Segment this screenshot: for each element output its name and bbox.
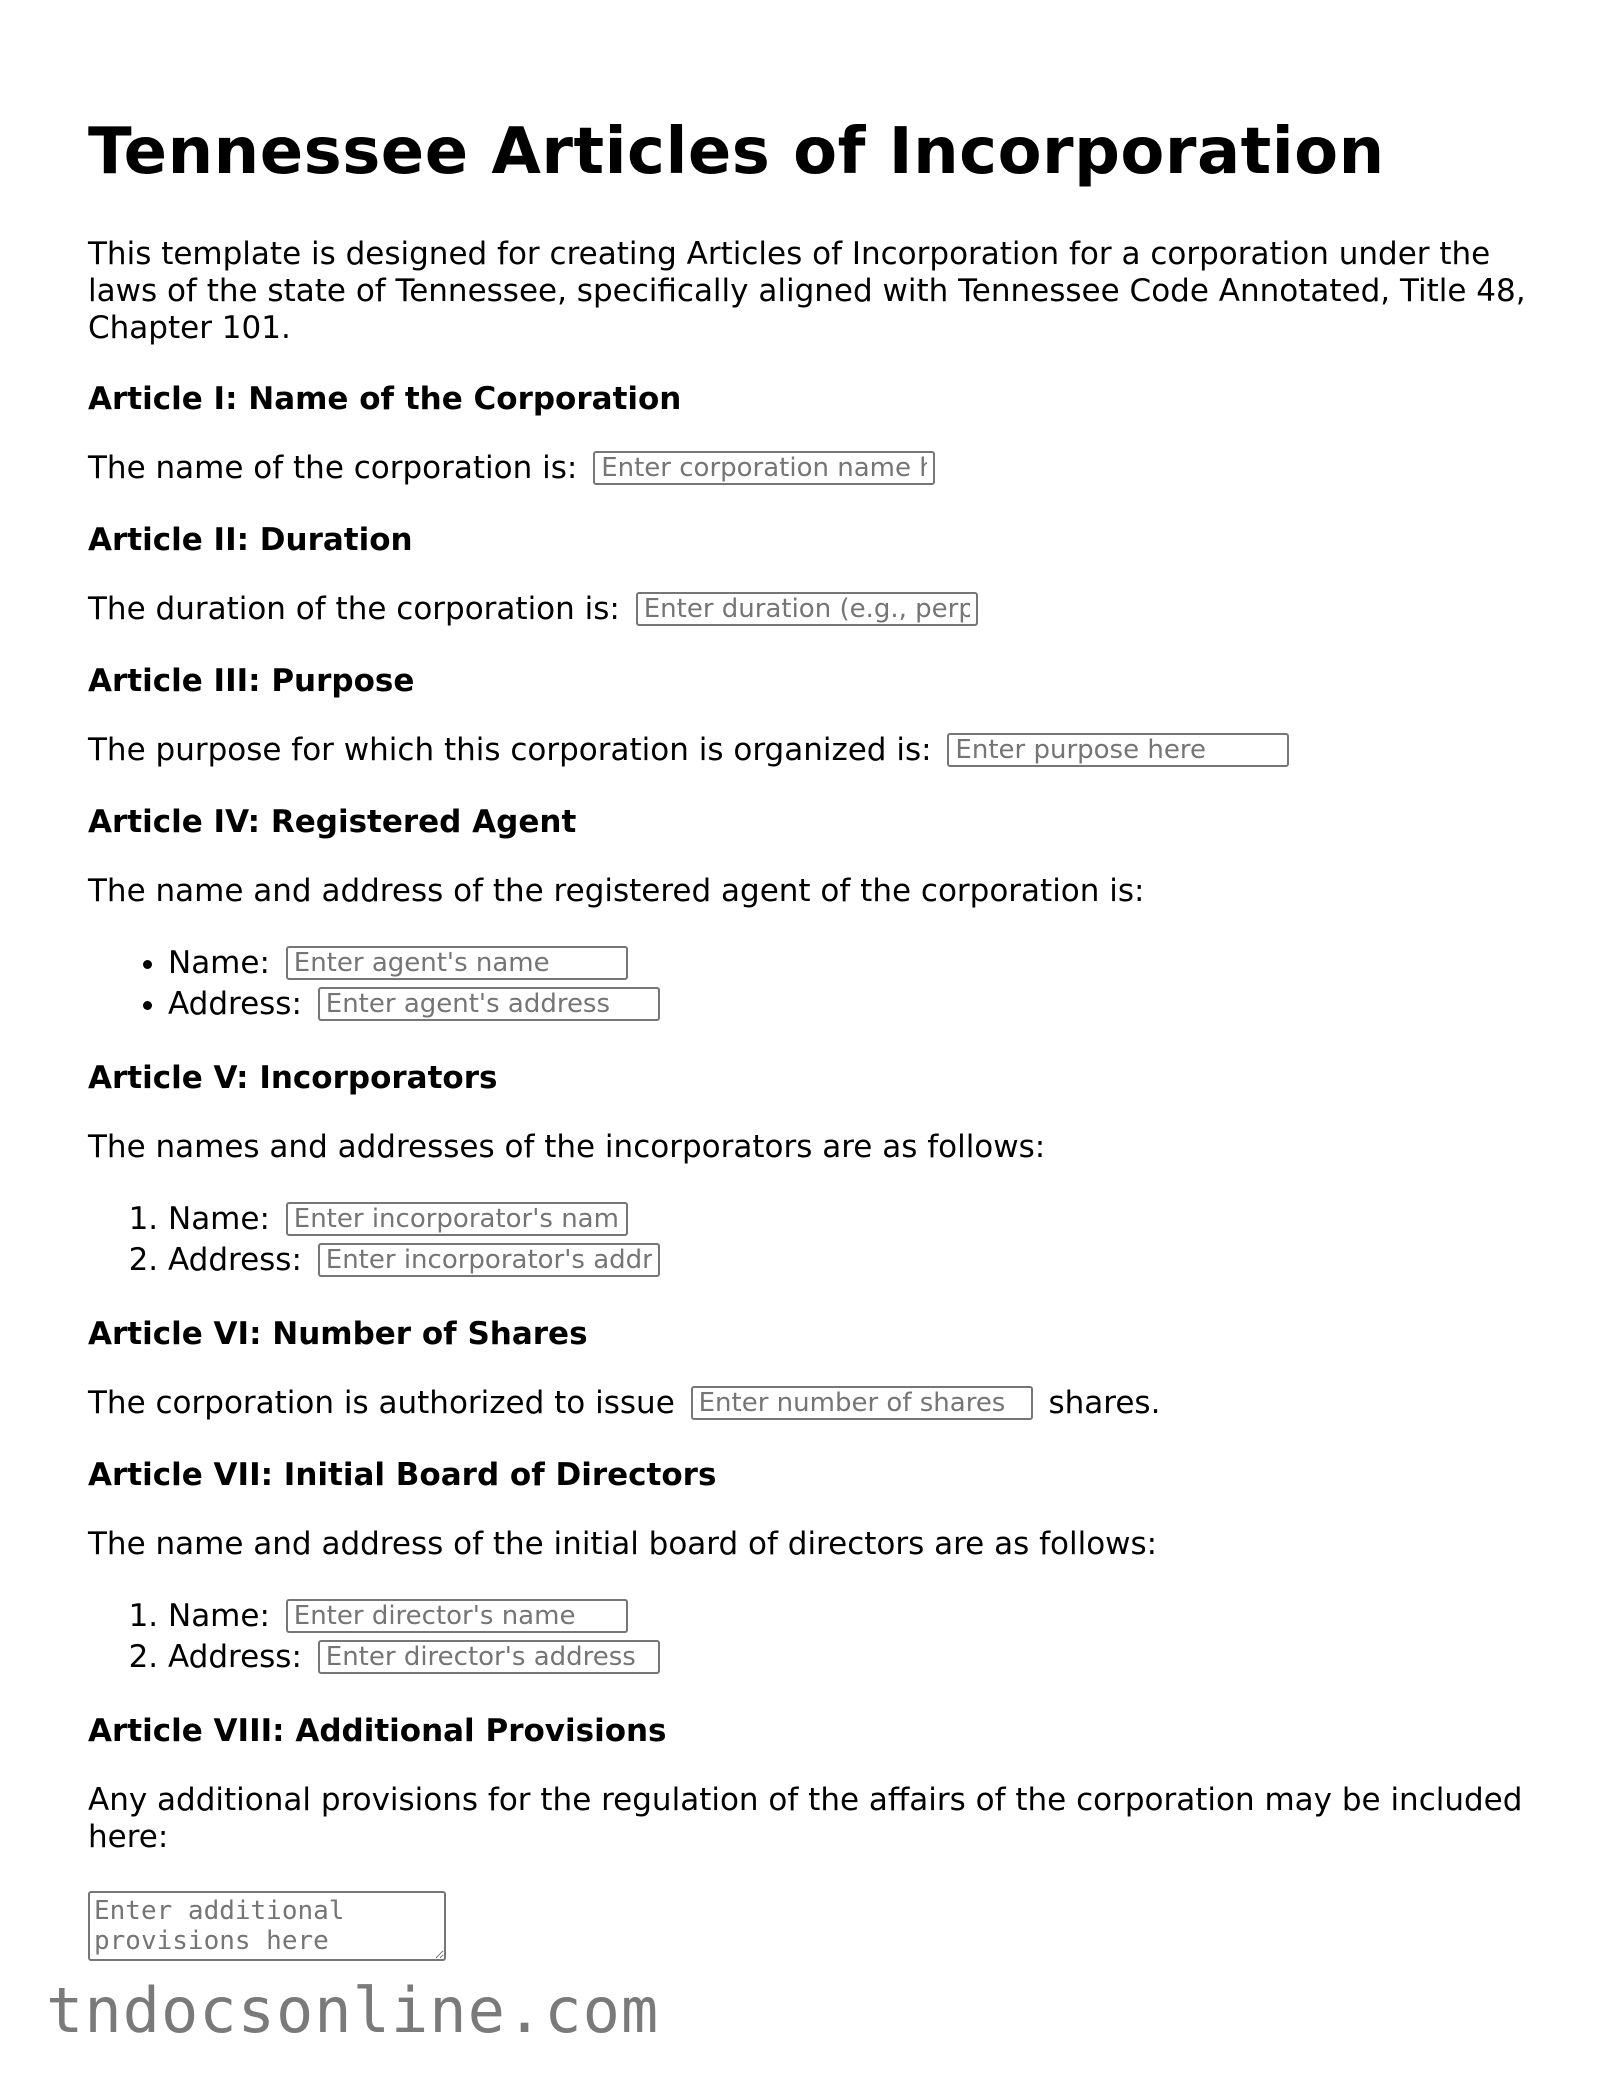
article-8-text: Any additional provisions for the regulation of the affairs of the corporation may be included here: [88, 1782, 1523, 1855]
list-item [168, 1199, 1548, 1240]
shares-input[interactable] [691, 1386, 1033, 1420]
list-item [168, 943, 1548, 984]
article-3-text [88, 732, 1548, 769]
list-item [168, 1637, 1548, 1678]
article-6-label: The corporation is authorized to issue [88, 1385, 675, 1421]
incorporator-address-label: Address: [168, 1242, 302, 1278]
article-7-heading: Article VII: Initial Board of Directors [88, 1457, 717, 1493]
article-2-heading: Article II: Duration [88, 522, 413, 558]
agent-name-input[interactable] [286, 946, 628, 980]
article-3-label: The purpose for which this corporation is organized is: [88, 732, 932, 768]
director-address-label: Address: [168, 1639, 302, 1675]
director-name-input[interactable] [286, 1599, 628, 1633]
shares-suffix: shares. [1048, 1385, 1161, 1421]
additional-provisions-textarea[interactable] [88, 1891, 446, 1961]
director-name-label: Name: [168, 1598, 270, 1634]
article-7-text: The name and address of the initial board of directors are as follows: [88, 1526, 1158, 1562]
article-8-heading: Article VIII: Additional Provisions [88, 1713, 667, 1749]
incorporator-name-input[interactable] [286, 1202, 628, 1236]
article-4-heading: Article IV: Registered Agent [88, 804, 577, 840]
agent-name-label: Name: [168, 945, 270, 981]
duration-input[interactable] [636, 592, 978, 626]
article-1-text [88, 450, 1548, 487]
article-3-heading: Article III: Purpose [88, 663, 415, 699]
incorporators-list [88, 1199, 1548, 1281]
registered-agent-list [88, 943, 1548, 1025]
incorporator-name-label: Name: [168, 1201, 270, 1237]
corporation-name-input[interactable] [593, 451, 935, 485]
list-item [168, 1596, 1548, 1637]
director-address-input[interactable] [318, 1640, 660, 1674]
article-1-label: The name of the corporation is: [88, 450, 578, 486]
agent-address-label: Address: [168, 986, 302, 1022]
article-2-label: The duration of the corporation is: [88, 591, 620, 627]
list-item [168, 984, 1548, 1025]
article-6-heading: Article VI: Number of Shares [88, 1316, 588, 1352]
article-5-text: The names and addresses of the incorporators are as follows: [88, 1129, 1046, 1165]
agent-address-input[interactable] [318, 987, 660, 1021]
article-1-heading: Article I: Name of the Corporation [88, 381, 682, 417]
article-5-heading: Article V: Incorporators [88, 1060, 498, 1096]
article-6-text [88, 1385, 1548, 1422]
document-content [88, 108, 1548, 1961]
directors-list [88, 1596, 1548, 1678]
intro-paragraph: This template is designed for creating Articles of Incorporation for a corporation under the laws of the state of Tennessee, specifically aligned with Tennessee Code Annotated, Title 48, Chapter 101. [88, 236, 1526, 346]
incorporator-address-input[interactable] [318, 1243, 660, 1277]
purpose-input[interactable] [947, 733, 1289, 767]
watermark-text: tndocsonline.com [46, 1974, 660, 2047]
page-title: Tennessee Articles of Incorporation [88, 115, 1385, 189]
article-4-text: The name and address of the registered agent of the corporation is: [88, 873, 1145, 909]
article-2-text [88, 591, 1548, 628]
list-item [168, 1240, 1548, 1281]
